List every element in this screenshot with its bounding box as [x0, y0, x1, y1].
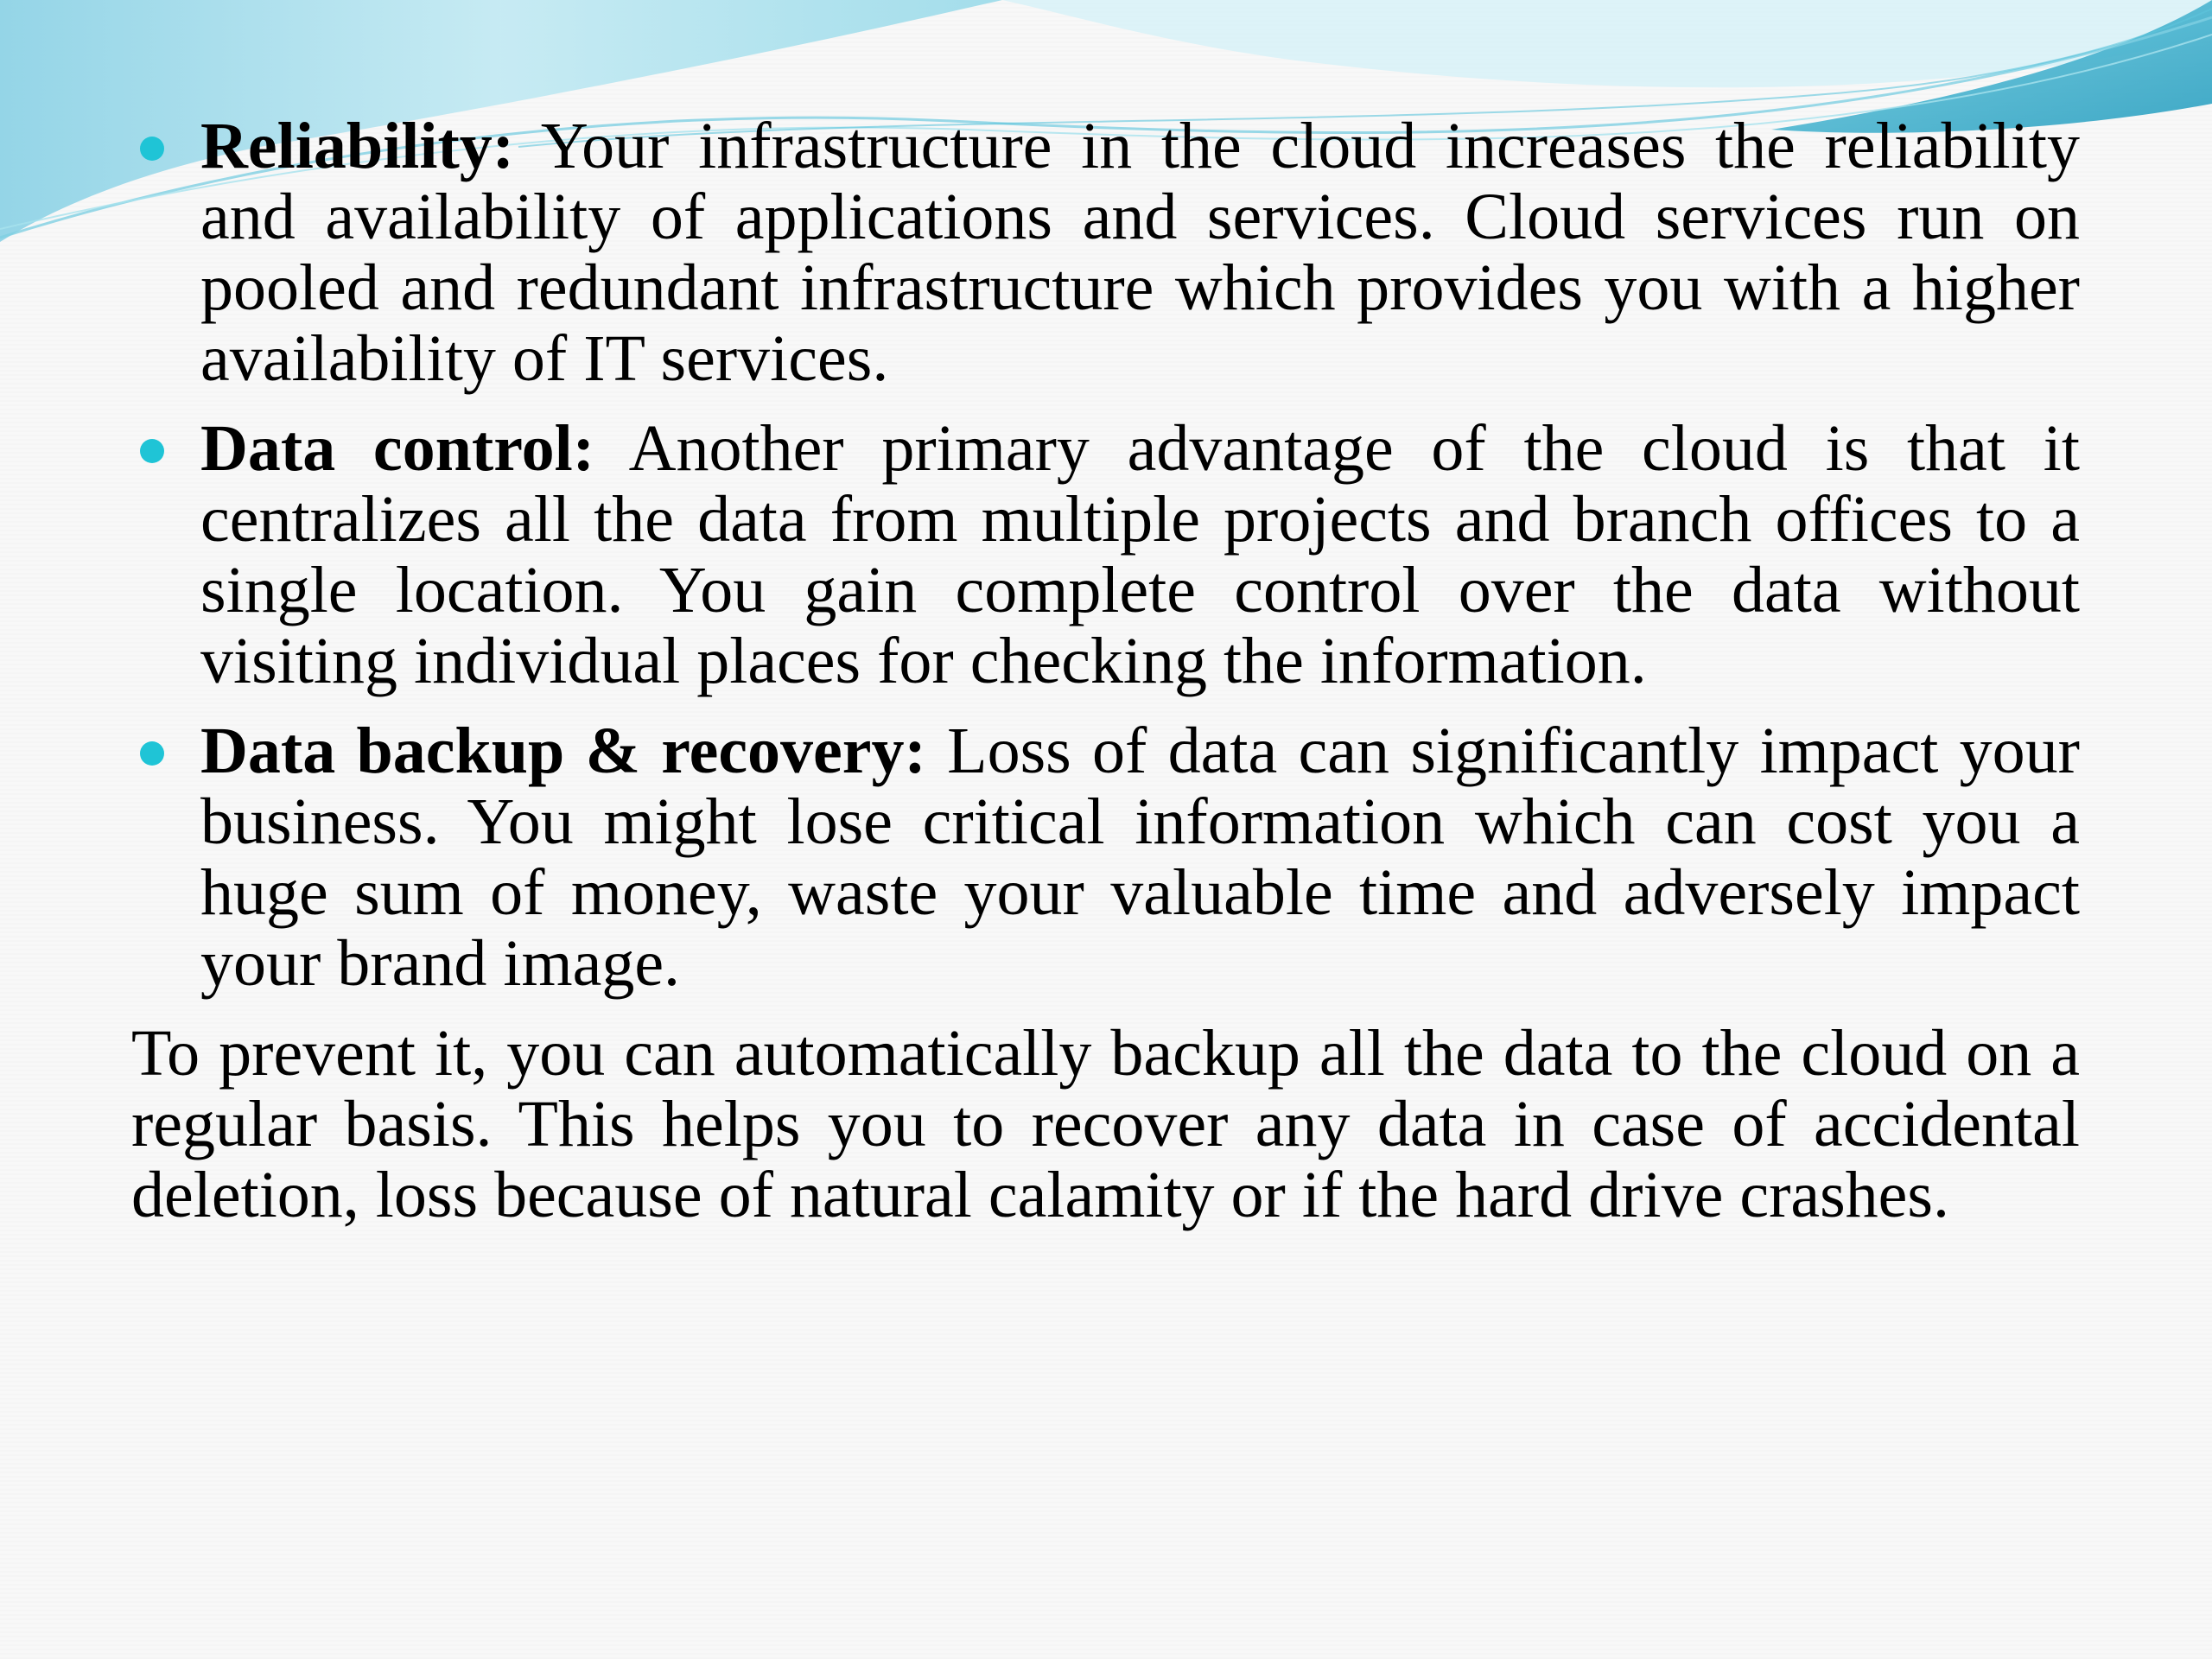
bullet-reliability [131, 111, 2080, 394]
bullet-dot-icon [140, 741, 164, 766]
bullet-text: Your infrastructure in the cloud increases the reliability and availability of applications and services. Cloud services run on pooled and redundant infrastructure which provides you with a higher availability of IT services. [200, 110, 2080, 395]
bullet-term: Data control: [200, 412, 595, 485]
bullet-term: Reliability: [200, 110, 515, 182]
slide-content [131, 111, 2080, 1230]
bullet-data-backup-recovery [131, 715, 2080, 999]
bullet-dot-icon [140, 137, 164, 161]
bullet-dot-icon [140, 439, 164, 463]
bullet-data-control [131, 413, 2080, 696]
bullet-list [131, 111, 2080, 999]
closing-paragraph: To prevent it, you can automatically backup all the data to the cloud on a regular basis. This helps you to recover any data in case of accidental deletion, loss because of natural calamity or if the hard drive crashes. [131, 1017, 2080, 1231]
bullet-text: Loss of data can significantly impact your business. You might lose critical information which can cost you a huge sum of money, waste your valuable time and adversely impact your brand image. [200, 715, 2080, 1000]
bullet-term: Data backup & recovery: [200, 715, 926, 787]
bullet-text: Another primary advantage of the cloud is that it centralizes all the data from multiple projects and branch offices to a single location. You gain complete control over the data without visiting individual places for checking the information. [200, 412, 2080, 697]
